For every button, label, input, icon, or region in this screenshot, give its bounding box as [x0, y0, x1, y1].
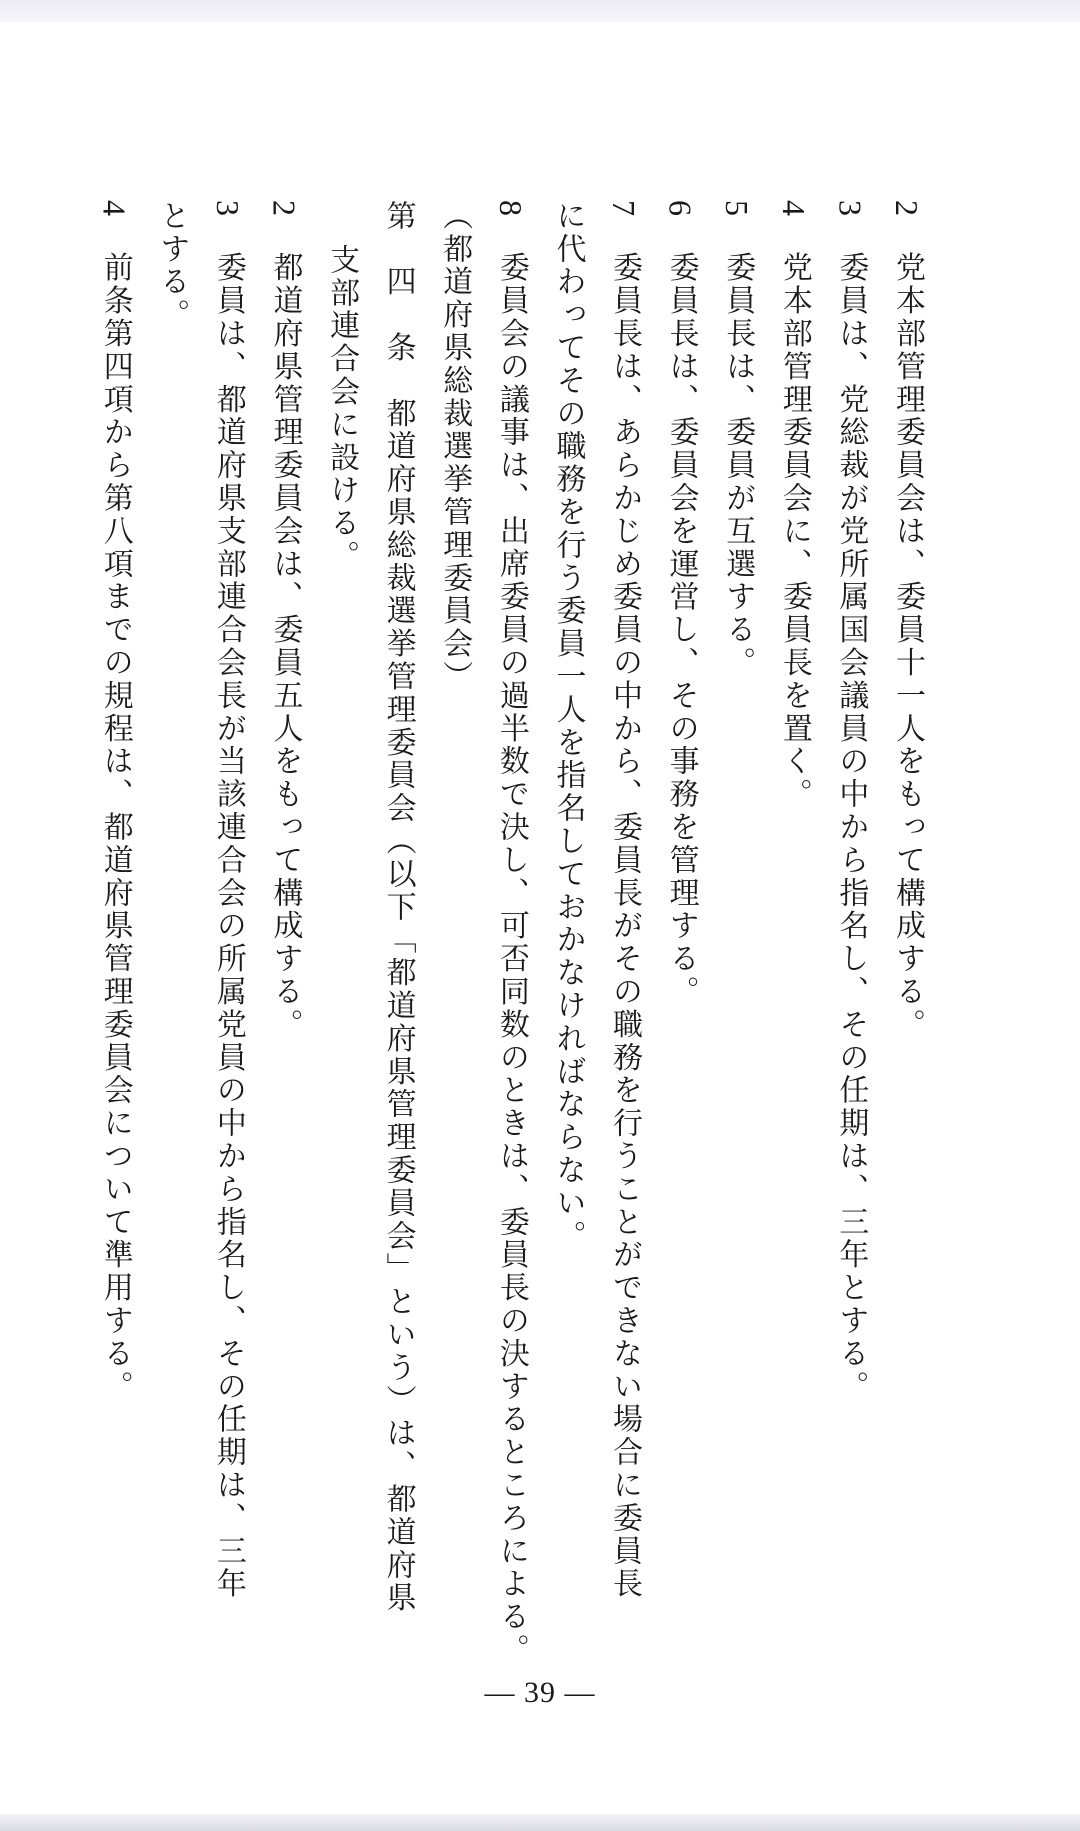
top-edge-strip: [0, 0, 1080, 22]
bottom-edge-strip: [0, 1814, 1080, 1831]
text-line-13: 3 委員は、都道府県支部連合会長が当該連合会の所属党員の中から指名し、その任期は、三年: [209, 200, 246, 1601]
article-4-line: 第 四 条 都道府県総裁選挙管理委員会（以下「都道府県管理委員会」という）は、都道府県: [380, 200, 416, 1615]
text-line-1: 2 党本部管理委員会は、委員十一人をもって構成する。: [889, 200, 925, 1042]
text-line-3: 4 党本部管理委員会に、委員長を置く。: [775, 200, 812, 812]
section-heading: （都道府県総裁選挙管理委員会）: [437, 200, 473, 694]
text-line-5: 6 委員長は、委員会を運営し、その事務を管理する。: [662, 200, 699, 1009]
text-line-15: 4 前条第四項から第八項までの規程は、都道府県管理委員会について準用する。: [96, 200, 133, 1404]
text-line-6: 7 委員長は、あらかじめ委員の中から、委員長がその職務を行うことができない場合に委員長: [606, 200, 643, 1601]
text-line-11: 支部連合会に設ける。: [324, 244, 360, 573]
text-line-14: とする。: [154, 200, 190, 332]
text-line-7: に代わってその職務を行う委員一人を指名しておかなければならない。: [550, 200, 586, 1253]
text-line-12: 2 都道府県管理委員会は、委員五人をもって構成する。: [266, 200, 303, 1042]
text-line-2: 3 委員は、党総裁が党所属国会議員の中から指名し、その任期は、三年とする。: [832, 200, 869, 1404]
text-line-8: 8 委員会の議事は、出席委員の過半数で決し、可否同数のときは、委員長の決するところによる。: [492, 200, 529, 1667]
text-line-4: 5 委員長は、委員が互選する。: [719, 200, 756, 680]
page-number: ― 39 ―: [484, 1676, 596, 1709]
vertical-text-body: [86, 200, 935, 1667]
